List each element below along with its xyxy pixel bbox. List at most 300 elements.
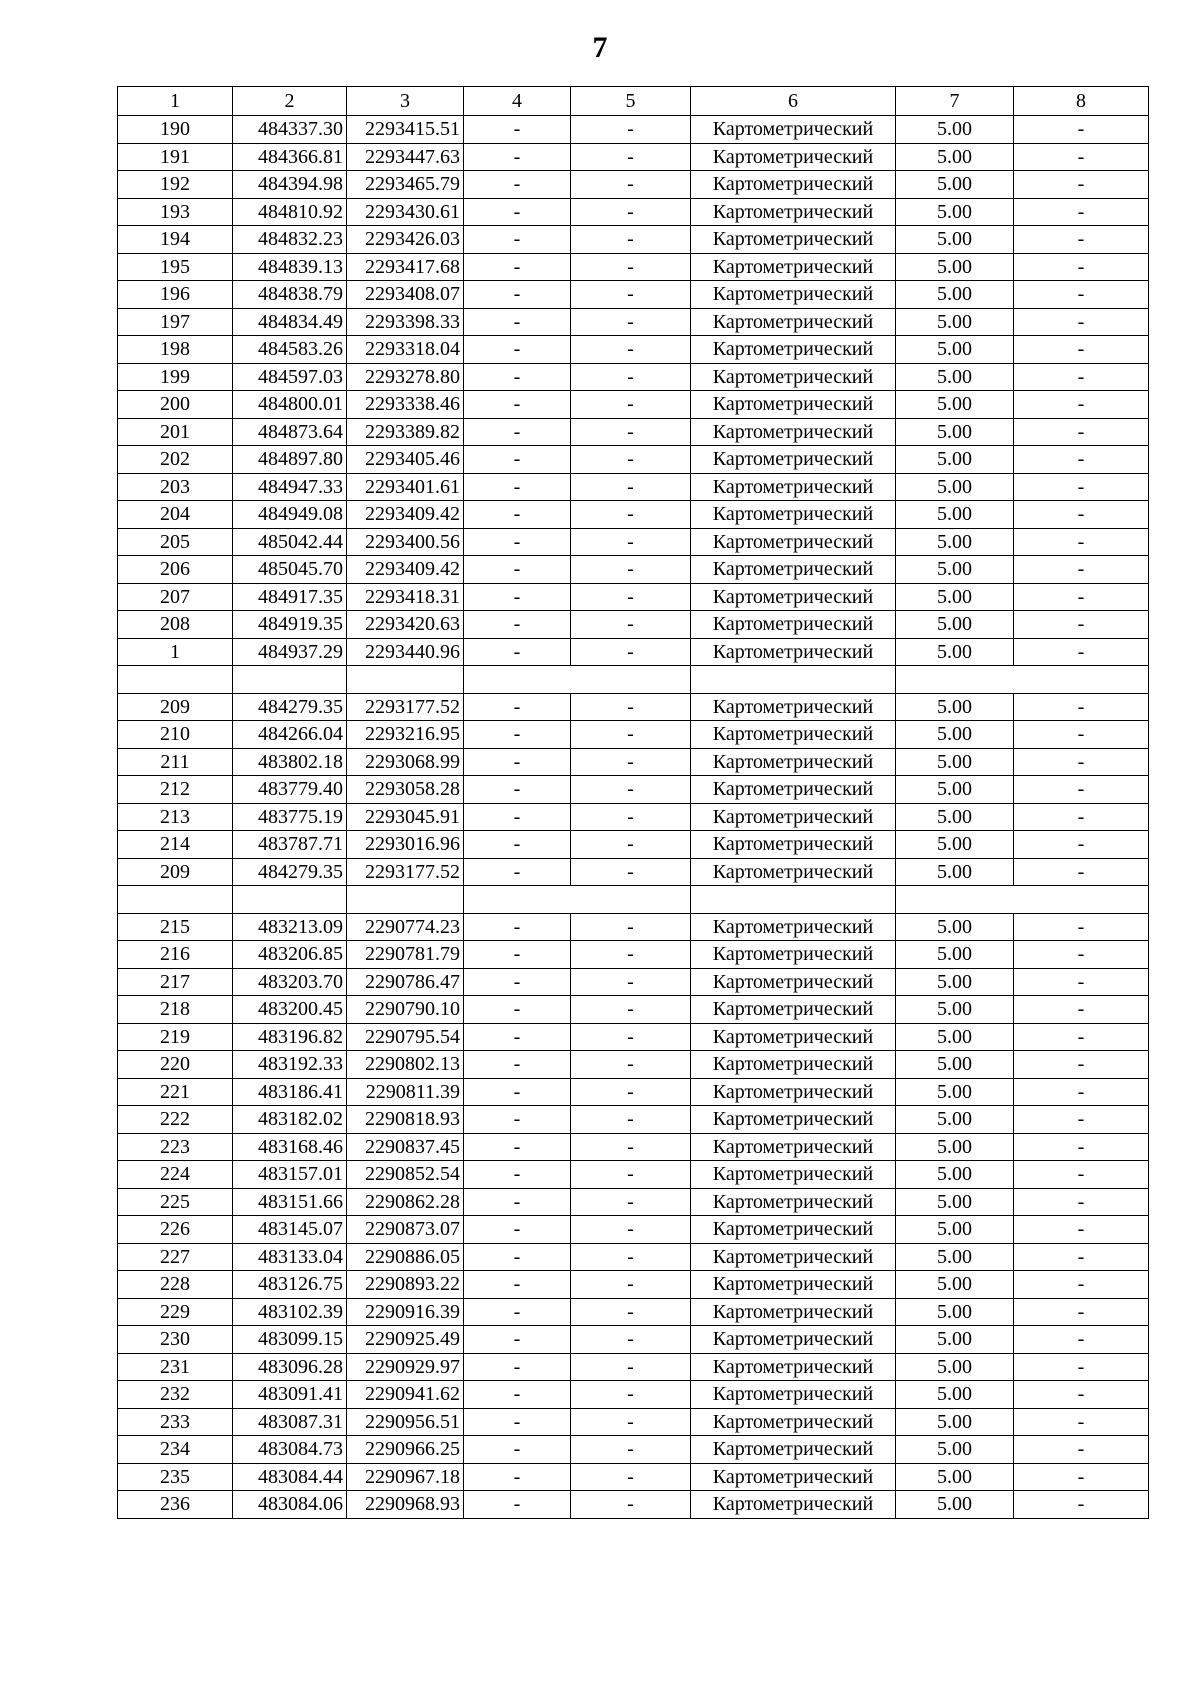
table-cell: -: [464, 1051, 571, 1079]
table-row: [118, 528, 1149, 556]
table-cell: Картометрический: [691, 913, 896, 941]
table-cell: 206: [118, 556, 233, 584]
table-cell: 213: [118, 803, 233, 831]
table-cell: -: [571, 748, 691, 776]
table-row: [118, 748, 1149, 776]
table-cell: 484838.79: [233, 281, 347, 309]
empty-cell: [233, 666, 347, 694]
table-cell: 204: [118, 501, 233, 529]
table-cell: Картометрический: [691, 611, 896, 639]
table-cell: 235: [118, 1463, 233, 1491]
table-cell: -: [464, 583, 571, 611]
table-cell: 484937.29: [233, 638, 347, 666]
table-cell: 484919.35: [233, 611, 347, 639]
table-cell: 1: [118, 638, 233, 666]
table-cell: 221: [118, 1078, 233, 1106]
table-cell: 2293318.04: [347, 336, 464, 364]
table-cell: 2290852.54: [347, 1161, 464, 1189]
table-cell: 2293430.61: [347, 198, 464, 226]
table-cell: 2290786.47: [347, 968, 464, 996]
table-cell: 205: [118, 528, 233, 556]
table-cell: -: [1014, 968, 1149, 996]
table-row: [118, 1243, 1149, 1271]
table-cell: -: [464, 721, 571, 749]
table-cell: 483206.85: [233, 941, 347, 969]
table-cell: -: [464, 336, 571, 364]
table-cell: 5.00: [896, 1243, 1014, 1271]
table-cell: -: [571, 1271, 691, 1299]
table-row: [118, 281, 1149, 309]
table-cell: -: [1014, 446, 1149, 474]
table-cell: 483099.15: [233, 1326, 347, 1354]
table-cell: 5.00: [896, 1491, 1014, 1519]
empty-cell: [233, 886, 347, 914]
table-cell: -: [1014, 501, 1149, 529]
table-cell: -: [464, 281, 571, 309]
table-cell: 2290795.54: [347, 1023, 464, 1051]
table-cell: 201: [118, 418, 233, 446]
table-cell: -: [464, 1216, 571, 1244]
column-header: 7: [896, 87, 1014, 116]
table-cell: -: [571, 721, 691, 749]
table-row: [118, 1216, 1149, 1244]
table-row: [118, 253, 1149, 281]
table-cell: -: [571, 1106, 691, 1134]
table-cell: -: [571, 1051, 691, 1079]
table-row: [118, 803, 1149, 831]
table-cell: -: [571, 858, 691, 886]
table-row: [118, 1188, 1149, 1216]
table-cell: -: [1014, 391, 1149, 419]
table-row: [118, 1133, 1149, 1161]
table-cell: -: [1014, 556, 1149, 584]
column-header: 4: [464, 87, 571, 116]
table-cell: Картометрический: [691, 198, 896, 226]
table-cell: 2293016.96: [347, 831, 464, 859]
table-row: [118, 363, 1149, 391]
table-cell: -: [1014, 748, 1149, 776]
table-cell: -: [571, 556, 691, 584]
table-cell: 5.00: [896, 143, 1014, 171]
table-cell: 2290774.23: [347, 913, 464, 941]
table-cell: -: [571, 611, 691, 639]
table-cell: 483186.41: [233, 1078, 347, 1106]
table-cell: -: [1014, 1463, 1149, 1491]
table-cell: -: [571, 473, 691, 501]
table-row: [118, 611, 1149, 639]
table-cell: 227: [118, 1243, 233, 1271]
empty-cell: [896, 666, 1149, 694]
table-cell: -: [464, 198, 571, 226]
table-cell: -: [464, 1106, 571, 1134]
table-row: [118, 1271, 1149, 1299]
table-cell: 483182.02: [233, 1106, 347, 1134]
table-cell: 197: [118, 308, 233, 336]
table-cell: -: [1014, 1408, 1149, 1436]
table-cell: 2293447.63: [347, 143, 464, 171]
table-cell: 196: [118, 281, 233, 309]
table-cell: 192: [118, 171, 233, 199]
table-cell: 5.00: [896, 1216, 1014, 1244]
table-cell: 2290916.39: [347, 1298, 464, 1326]
table-cell: 210: [118, 721, 233, 749]
table-cell: 2293417.68: [347, 253, 464, 281]
table-cell: -: [1014, 583, 1149, 611]
table-cell: -: [464, 913, 571, 941]
table-cell: 199: [118, 363, 233, 391]
table-row: [118, 1463, 1149, 1491]
table-cell: 483213.09: [233, 913, 347, 941]
table-cell: -: [464, 363, 571, 391]
table-cell: 2290790.10: [347, 996, 464, 1024]
table-cell: -: [464, 748, 571, 776]
table-cell: 5.00: [896, 198, 1014, 226]
table-cell: 194: [118, 226, 233, 254]
table-cell: 5.00: [896, 446, 1014, 474]
table-cell: 195: [118, 253, 233, 281]
table-cell: 2293068.99: [347, 748, 464, 776]
table-row: [118, 556, 1149, 584]
table-cell: 207: [118, 583, 233, 611]
table-cell: 233: [118, 1408, 233, 1436]
table-cell: 2290873.07: [347, 1216, 464, 1244]
table-cell: -: [464, 226, 571, 254]
table-row: [118, 1408, 1149, 1436]
table-cell: 483096.28: [233, 1353, 347, 1381]
table-cell: -: [1014, 198, 1149, 226]
table-cell: -: [571, 171, 691, 199]
table-cell: -: [571, 1491, 691, 1519]
table-cell: 2293389.82: [347, 418, 464, 446]
table-cell: -: [1014, 281, 1149, 309]
table-cell: -: [571, 1133, 691, 1161]
table-cell: -: [1014, 1106, 1149, 1134]
table-cell: 222: [118, 1106, 233, 1134]
table-cell: 2293405.46: [347, 446, 464, 474]
table-cell: 2293045.91: [347, 803, 464, 831]
table-cell: -: [571, 1298, 691, 1326]
table-cell: -: [571, 226, 691, 254]
table-cell: 2293216.95: [347, 721, 464, 749]
table-cell: 5.00: [896, 583, 1014, 611]
table-cell: 5.00: [896, 693, 1014, 721]
table-cell: -: [464, 1436, 571, 1464]
table-cell: 5.00: [896, 391, 1014, 419]
table-cell: -: [1014, 528, 1149, 556]
table-cell: 218: [118, 996, 233, 1024]
table-cell: -: [571, 363, 691, 391]
table-cell: 5.00: [896, 556, 1014, 584]
table-cell: -: [464, 171, 571, 199]
table-cell: 5.00: [896, 116, 1014, 144]
table-cell: 229: [118, 1298, 233, 1326]
table-cell: 483200.45: [233, 996, 347, 1024]
table-cell: 208: [118, 611, 233, 639]
table-cell: 483203.70: [233, 968, 347, 996]
table-cell: -: [571, 1188, 691, 1216]
table-cell: Картометрический: [691, 1408, 896, 1436]
table-cell: -: [1014, 858, 1149, 886]
table-cell: -: [464, 473, 571, 501]
table-cell: -: [571, 803, 691, 831]
table-cell: 483157.01: [233, 1161, 347, 1189]
table-cell: -: [571, 501, 691, 529]
table-cell: Картометрический: [691, 1243, 896, 1271]
table-row: [118, 473, 1149, 501]
table-cell: -: [464, 556, 571, 584]
table-cell: 5.00: [896, 748, 1014, 776]
table-cell: Картометрический: [691, 968, 896, 996]
table-cell: Картометрический: [691, 253, 896, 281]
coordinates-table: [117, 86, 1149, 1519]
table-cell: -: [1014, 693, 1149, 721]
table-cell: Картометрический: [691, 473, 896, 501]
table-cell: -: [1014, 831, 1149, 859]
table-cell: 483145.07: [233, 1216, 347, 1244]
table-cell: 5.00: [896, 858, 1014, 886]
table-cell: 225: [118, 1188, 233, 1216]
table-row: [118, 996, 1149, 1024]
table-row: [118, 831, 1149, 859]
table-cell: Картометрический: [691, 1106, 896, 1134]
table-cell: -: [1014, 721, 1149, 749]
table-cell: -: [464, 858, 571, 886]
table-cell: Картометрический: [691, 1491, 896, 1519]
table-cell: -: [571, 941, 691, 969]
table-cell: -: [464, 776, 571, 804]
table-cell: -: [571, 583, 691, 611]
table-cell: 5.00: [896, 1408, 1014, 1436]
table-cell: 483192.33: [233, 1051, 347, 1079]
table-cell: -: [1014, 1216, 1149, 1244]
table-cell: -: [1014, 116, 1149, 144]
table-row: [118, 501, 1149, 529]
table-cell: -: [571, 281, 691, 309]
table-cell: -: [1014, 1051, 1149, 1079]
table-cell: 2293398.33: [347, 308, 464, 336]
page-number: 7: [592, 31, 608, 64]
table-cell: 5.00: [896, 253, 1014, 281]
table-cell: -: [1014, 1353, 1149, 1381]
table-cell: -: [464, 831, 571, 859]
table-cell: -: [1014, 803, 1149, 831]
table-cell: -: [1014, 1188, 1149, 1216]
table-cell: -: [1014, 363, 1149, 391]
table-cell: 5.00: [896, 803, 1014, 831]
table-cell: -: [464, 611, 571, 639]
table-cell: 5.00: [896, 528, 1014, 556]
table-cell: 5.00: [896, 1436, 1014, 1464]
table-cell: Картометрический: [691, 336, 896, 364]
table-cell: Картометрический: [691, 748, 896, 776]
table-row: [118, 1051, 1149, 1079]
table-cell: 236: [118, 1491, 233, 1519]
empty-cell: [691, 886, 896, 914]
column-header: 6: [691, 87, 896, 116]
table-cell: 483102.39: [233, 1298, 347, 1326]
table-cell: 198: [118, 336, 233, 364]
table-cell: -: [464, 968, 571, 996]
table-cell: 191: [118, 143, 233, 171]
table-cell: 2293177.52: [347, 858, 464, 886]
table-cell: -: [571, 391, 691, 419]
table-cell: Картометрический: [691, 1381, 896, 1409]
table-cell: 228: [118, 1271, 233, 1299]
separator-row: [118, 666, 1149, 694]
table-row: [118, 198, 1149, 226]
table-cell: -: [464, 1243, 571, 1271]
table-cell: 209: [118, 693, 233, 721]
table-cell: 484897.80: [233, 446, 347, 474]
table-cell: 5.00: [896, 996, 1014, 1024]
empty-cell: [347, 666, 464, 694]
table-cell: -: [464, 116, 571, 144]
table-cell: 2290862.28: [347, 1188, 464, 1216]
table-cell: 5.00: [896, 638, 1014, 666]
table-row: [118, 1491, 1149, 1519]
table-row: [118, 308, 1149, 336]
table-row: [118, 858, 1149, 886]
table-row: [118, 638, 1149, 666]
table-row: [118, 1078, 1149, 1106]
table-cell: 2293409.42: [347, 501, 464, 529]
table-cell: Картометрический: [691, 528, 896, 556]
empty-cell: [464, 886, 691, 914]
table-cell: 5.00: [896, 611, 1014, 639]
table-cell: -: [464, 1078, 571, 1106]
table-cell: -: [1014, 308, 1149, 336]
table-cell: 5.00: [896, 1161, 1014, 1189]
table-cell: 220: [118, 1051, 233, 1079]
table-cell: -: [571, 1381, 691, 1409]
table-cell: 483126.75: [233, 1271, 347, 1299]
table-cell: -: [571, 968, 691, 996]
table-cell: 2293278.80: [347, 363, 464, 391]
table-cell: 216: [118, 941, 233, 969]
table-cell: -: [571, 1023, 691, 1051]
empty-cell: [118, 666, 233, 694]
table-row: [118, 1381, 1149, 1409]
table-cell: Картометрический: [691, 831, 896, 859]
table-cell: Картометрический: [691, 858, 896, 886]
table-cell: 5.00: [896, 1023, 1014, 1051]
table-row: [118, 941, 1149, 969]
table-cell: Картометрический: [691, 143, 896, 171]
empty-cell: [347, 886, 464, 914]
table-cell: -: [464, 253, 571, 281]
table-cell: 231: [118, 1353, 233, 1381]
table-cell: 5.00: [896, 1353, 1014, 1381]
table-cell: 484337.30: [233, 116, 347, 144]
table-row: [118, 226, 1149, 254]
table-cell: -: [464, 1271, 571, 1299]
table-cell: Картометрический: [691, 693, 896, 721]
table-cell: 2290968.93: [347, 1491, 464, 1519]
table-cell: -: [571, 418, 691, 446]
column-header: 3: [347, 87, 464, 116]
table-cell: 483087.31: [233, 1408, 347, 1436]
table-cell: 483779.40: [233, 776, 347, 804]
table-cell: -: [571, 116, 691, 144]
table-cell: -: [571, 1078, 691, 1106]
table-cell: -: [571, 1326, 691, 1354]
table-cell: 485045.70: [233, 556, 347, 584]
table-cell: Картометрический: [691, 281, 896, 309]
table-cell: 483151.66: [233, 1188, 347, 1216]
table-cell: 5.00: [896, 1298, 1014, 1326]
table-cell: -: [1014, 1161, 1149, 1189]
table-cell: Картометрический: [691, 1298, 896, 1326]
table-cell: -: [464, 1381, 571, 1409]
table-cell: Картометрический: [691, 803, 896, 831]
table-cell: Картометрический: [691, 1216, 896, 1244]
table-cell: 484947.33: [233, 473, 347, 501]
table-cell: -: [1014, 418, 1149, 446]
table-cell: Картометрический: [691, 1051, 896, 1079]
table-cell: 5.00: [896, 721, 1014, 749]
table-row: [118, 143, 1149, 171]
table-cell: -: [464, 638, 571, 666]
table-cell: 2293418.31: [347, 583, 464, 611]
table-cell: 2293177.52: [347, 693, 464, 721]
table-cell: -: [571, 308, 691, 336]
table-cell: Картометрический: [691, 501, 896, 529]
table-cell: -: [464, 143, 571, 171]
table-cell: -: [1014, 226, 1149, 254]
table-cell: -: [464, 1326, 571, 1354]
table-cell: 2290886.05: [347, 1243, 464, 1271]
table-cell: 5.00: [896, 1133, 1014, 1161]
column-header: 1: [118, 87, 233, 116]
table-cell: 5.00: [896, 776, 1014, 804]
table-cell: 484800.01: [233, 391, 347, 419]
table-cell: 5.00: [896, 473, 1014, 501]
table-cell: 232: [118, 1381, 233, 1409]
table-cell: 2293408.07: [347, 281, 464, 309]
table-row: [118, 1326, 1149, 1354]
table-cell: 2293400.56: [347, 528, 464, 556]
table-cell: Картометрический: [691, 391, 896, 419]
table-cell: -: [1014, 776, 1149, 804]
table-cell: 5.00: [896, 308, 1014, 336]
table-cell: -: [571, 1216, 691, 1244]
table-cell: 202: [118, 446, 233, 474]
table-cell: 483802.18: [233, 748, 347, 776]
table-cell: 483168.46: [233, 1133, 347, 1161]
table-cell: -: [571, 528, 691, 556]
table-cell: -: [464, 501, 571, 529]
table-cell: 2293420.63: [347, 611, 464, 639]
table-cell: -: [1014, 941, 1149, 969]
column-header: 2: [233, 87, 347, 116]
table-cell: 5.00: [896, 1106, 1014, 1134]
table-cell: 2293338.46: [347, 391, 464, 419]
table-cell: 5.00: [896, 1078, 1014, 1106]
table-cell: 5.00: [896, 336, 1014, 364]
table-cell: -: [464, 418, 571, 446]
table-cell: 209: [118, 858, 233, 886]
table-row: [118, 913, 1149, 941]
table-cell: -: [571, 1243, 691, 1271]
table-row: [118, 693, 1149, 721]
table-cell: -: [1014, 1326, 1149, 1354]
table-cell: -: [571, 1436, 691, 1464]
table-row: [118, 1298, 1149, 1326]
table-row: [118, 1023, 1149, 1051]
table-cell: Картометрический: [691, 721, 896, 749]
table-cell: -: [571, 1463, 691, 1491]
table-cell: -: [464, 1491, 571, 1519]
